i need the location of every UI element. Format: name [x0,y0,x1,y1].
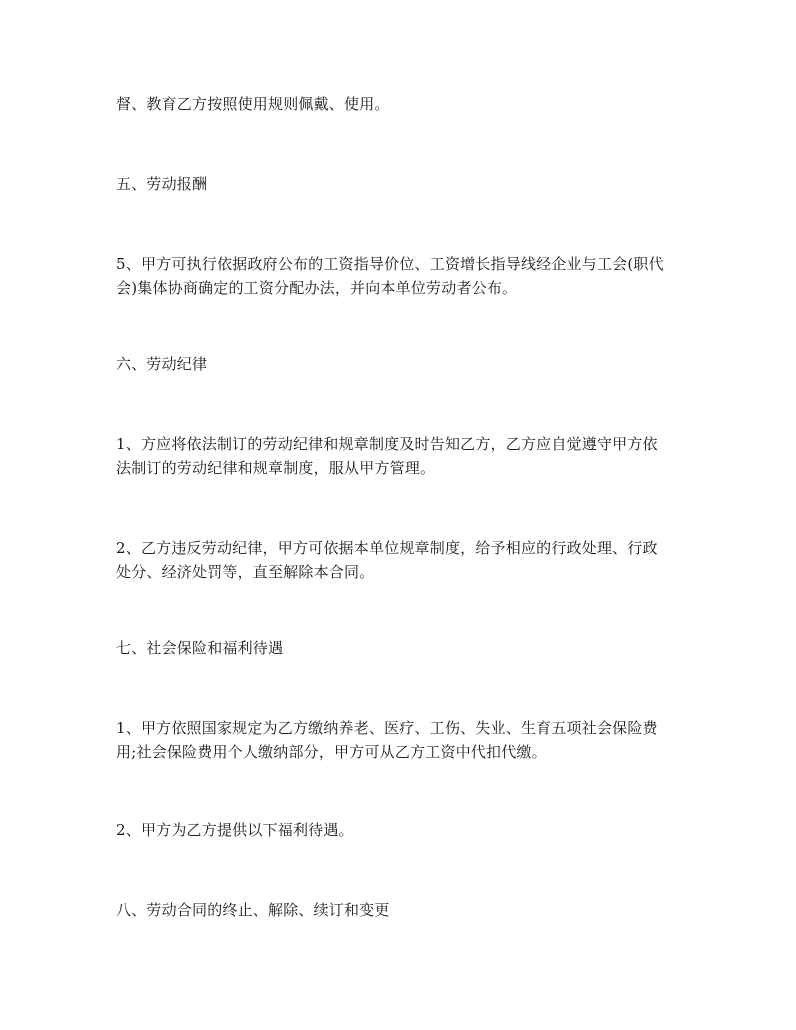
text-line: 处分、经济处罚等，直至解除本合同。 [116,563,375,581]
text-line: 1、方应将依法制订的劳动纪律和规章制度及时告知乙方，乙方应自觉遵守甲方依 [116,435,658,453]
text-line: 督、教育乙方按照使用规则佩戴、使用。 [116,95,390,113]
text-line: 2、甲方为乙方提供以下福利待遇。 [116,821,354,839]
text-line: 2、乙方违反劳动纪律，甲方可依据本单位规章制度，给予相应的行政处理、行政 [116,539,658,557]
text-line: 法制订的劳动纪律和规章制度，服从甲方管理。 [116,459,436,477]
text-line: 会)集体协商确定的工资分配办法，并向本单位劳动者公布。 [116,279,518,297]
section-heading-social-insurance: 七、社会保险和福利待遇 [116,639,284,657]
section-heading-labor-pay: 五、劳动报酬 [116,175,208,193]
text-line: 1、甲方依照国家规定为乙方缴纳养老、医疗、工伤、失业、生育五项社会保险费 [116,719,658,737]
text-line: 用;社会保险费用个人缴纳部分，甲方可从乙方工资中代扣代缴。 [116,743,547,761]
text-line: 5、甲方可执行依据政府公布的工资指导价位、工资增长指导线经企业与工会(职代 [116,255,664,273]
section-heading-contract-termination: 八、劳动合同的终止、解除、续订和变更 [116,901,390,919]
section-heading-labor-discipline: 六、劳动纪律 [116,355,208,373]
